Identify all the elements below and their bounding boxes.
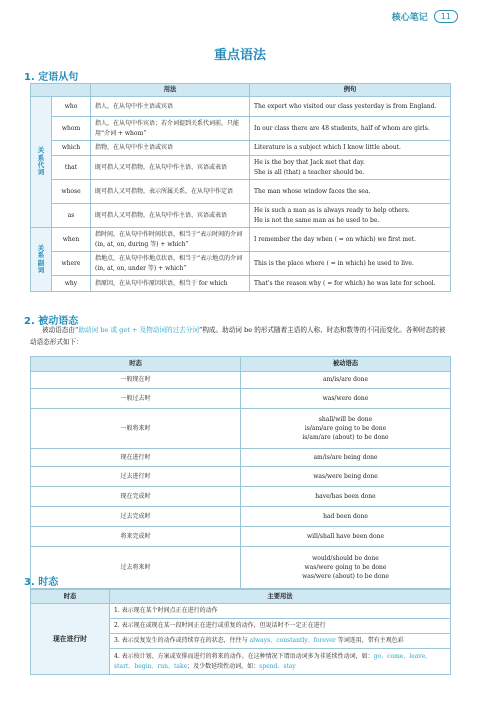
tense-name: 现在进行时 xyxy=(31,604,110,675)
passive-form: had been done xyxy=(241,507,451,527)
tense-name: 过去完成时 xyxy=(31,507,241,527)
rel-word: whom xyxy=(52,117,91,141)
page-header xyxy=(392,10,458,23)
section-heading-1: 1. 定语从句 xyxy=(24,72,79,83)
usage-item: 1. 表示现在某个时间点正在进行的动作 xyxy=(110,604,451,619)
tense-name: 现在进行时 xyxy=(31,449,241,467)
category-relative-adverb: 关 系 副 词 xyxy=(31,228,52,292)
col-header-passive: 被动语态 xyxy=(241,357,451,372)
usage-item: 3. 表示反复发生的动作或持续存在的状态，往往与 always、constantly、forever 等词连用，带有主观色彩 xyxy=(110,634,451,649)
rel-word: that xyxy=(52,156,91,180)
page-title: 重点语法 xyxy=(213,48,266,63)
rel-word: why xyxy=(52,276,91,292)
rel-example: He is such a man as is always ready to help others. He is not the same man as he used to be. xyxy=(250,204,451,228)
page-number: 11 xyxy=(434,10,458,23)
passive-form: have/has been done xyxy=(241,487,451,507)
rel-example: In our class there are 48 students, half of whom are girls. xyxy=(250,117,451,141)
rel-usage: 指物，在从句中作主语或宾语 xyxy=(91,141,250,156)
col-header-example: 例句 xyxy=(250,84,451,97)
passive-form: am/is/are being done xyxy=(241,449,451,467)
rel-example: He is the boy that Jack met that day. She is all (that) a teacher should be. xyxy=(250,156,451,180)
col-header-tense: 时态 xyxy=(31,590,110,604)
passive-form: would/should be done was/were going to be done was/were (about) to be done xyxy=(241,547,451,589)
passive-intro: 被动语态由“助动词 be 或 get + 及物动词的过去分词”构成。助动词 be 的形式随着主语的人称、时态和数等的不同而变化。各种时态的被动语态形式如下： xyxy=(30,326,446,346)
rel-usage: 既可指人又可指物，在从句中作主语、宾语或表语 xyxy=(91,204,250,228)
section-heading-2: 2. 被动语态 xyxy=(24,316,79,327)
passive-form: will/shall have been done xyxy=(241,527,451,547)
col-header-tense: 时态 xyxy=(31,357,241,372)
rel-example: That's the reason why ( = for which) he was late for school. xyxy=(250,276,451,292)
rel-word: who xyxy=(52,97,91,117)
rel-word: which xyxy=(52,141,91,156)
rel-usage: 既可指人又可指物，在从句中作主语、宾语或表语 xyxy=(91,156,250,180)
rel-word: when xyxy=(52,228,91,252)
category-relative-pronoun: 关 系 代 词 xyxy=(31,97,52,228)
rel-usage: 指人，在从句中作主语或宾语 xyxy=(91,97,250,117)
tense-name: 过去将来时 xyxy=(31,547,241,589)
col-header-usage: 主要用法 xyxy=(110,590,451,604)
rel-example: This is the place where ( = in which) he used to live. xyxy=(250,252,451,276)
section-heading-3: 3. 时态 xyxy=(24,577,59,588)
tense-name: 过去进行时 xyxy=(31,467,241,487)
rel-usage: 指原因，在从句中作原因状语，相当于 for which xyxy=(91,276,250,292)
rel-usage: 指时间，在从句中作时间状语，相当于“表示时间的介词(in, at, on, during 等) + which” xyxy=(91,228,250,252)
rel-example: I remember the day when ( = on which) we first met. xyxy=(250,228,451,252)
tense-name: 一般将来时 xyxy=(31,409,241,449)
tense-name: 一般过去时 xyxy=(31,389,241,409)
col-header-usage: 用法 xyxy=(91,84,250,97)
rel-example: Literature is a subject which I know little about. xyxy=(250,141,451,156)
rel-usage: 指人，在从句中作宾语；若介词提到关系代词前，只能用“介词 + whom” xyxy=(91,117,250,141)
passive-form: shall/will be done is/am/are going to be done is/am/are (about) to be done xyxy=(241,409,451,449)
tense-name: 将来完成时 xyxy=(31,527,241,547)
relative-clause-table xyxy=(30,83,451,292)
tense-usage-table xyxy=(30,589,451,675)
rel-usage: 既可指人又可指物，表示所属关系，在从句中作定语 xyxy=(91,180,250,204)
passive-form: am/is/are done xyxy=(241,372,451,389)
rel-word: whose xyxy=(52,180,91,204)
rel-word: as xyxy=(52,204,91,228)
passive-form: was/were done xyxy=(241,389,451,409)
rel-usage: 指地点，在从句中作地点状语，相当于“表示地点的介词(in, at, on, under 等) + which” xyxy=(91,252,250,276)
header-label: 核心笔记 xyxy=(391,13,428,23)
passive-voice-table xyxy=(30,356,451,589)
tense-name: 一般现在时 xyxy=(31,372,241,389)
usage-item: 4. 表示按计划、方案或安排而进行的将来的动作。在这种情况下谓语动词多为非延续性动词，如：go、come、leave、start、begin、run、take；及少数延续性动词，如：spend、stay xyxy=(110,649,451,675)
rel-word: where xyxy=(52,252,91,276)
rel-example: The man whose window faces the sea. xyxy=(250,180,451,204)
tense-name: 现在完成时 xyxy=(31,487,241,507)
passive-form: was/were being done xyxy=(241,467,451,487)
rel-example: The expert who visited our class yesterday is from England. xyxy=(250,97,451,117)
usage-item: 2. 表示现在或现在某一段时间正在进行或重复的动作，但说话时不一定正在进行 xyxy=(110,619,451,634)
